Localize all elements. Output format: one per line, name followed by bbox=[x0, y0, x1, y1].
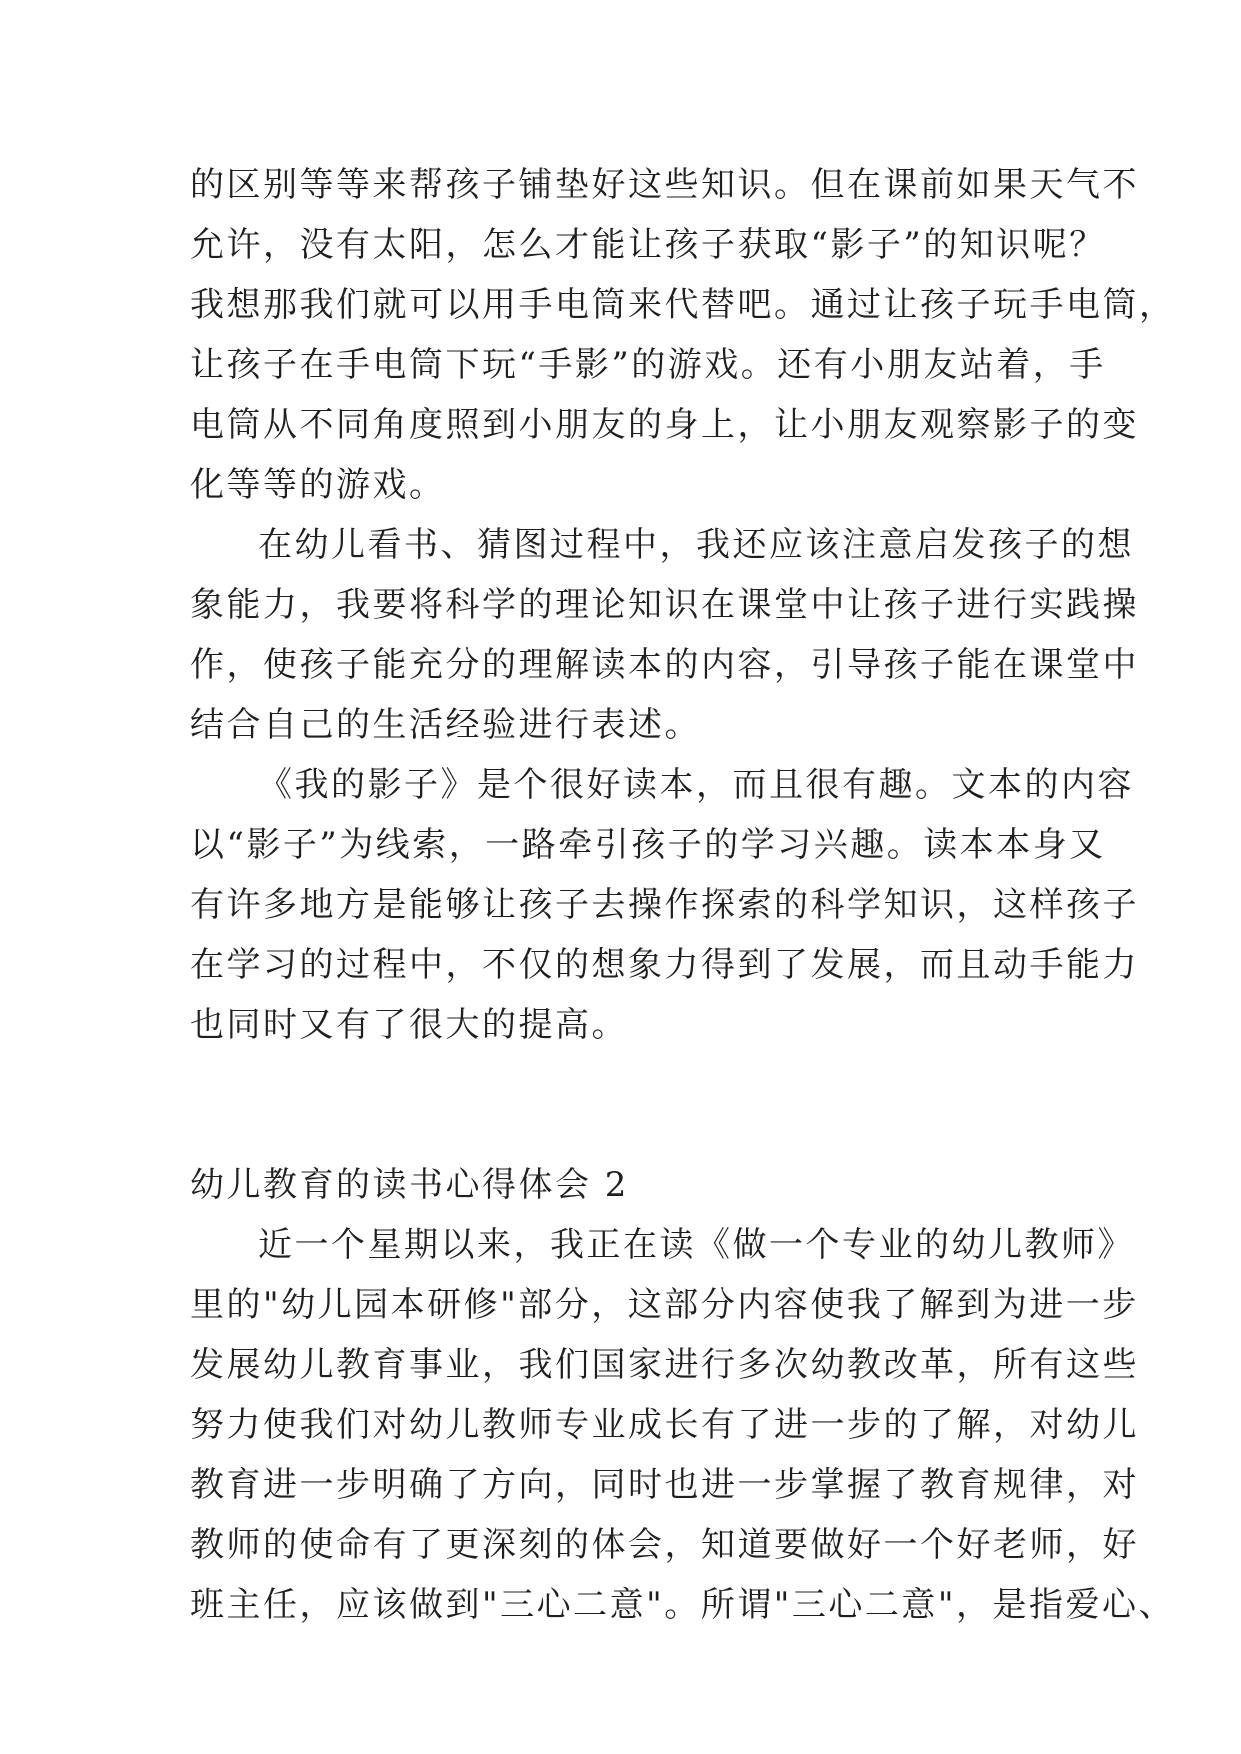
text-line: 在幼儿看书、猜图过程中，我还应该注意启发孩子的想 bbox=[258, 525, 1134, 565]
text-line: 在学习的过程中，不仅的想象力得到了发展，而且动手能力 bbox=[190, 945, 1139, 985]
paragraph bbox=[190, 155, 1176, 515]
text-line: 结合自己的生活经验进行表述。 bbox=[190, 705, 701, 745]
text-line: 有许多地方是能够让孩子去操作探索的科学知识，这样孩子 bbox=[190, 885, 1139, 925]
text-line: 象能力，我要将科学的理论知识在课堂中让孩子进行实践操 bbox=[190, 585, 1139, 625]
text-line: 我想那我们就可以用手电筒来代替吧。通过让孩子玩手电筒， bbox=[190, 285, 1176, 325]
text-line: 允许，没有太阳，怎么才能让孩子获取“影子”的知识呢？ bbox=[190, 225, 1106, 265]
text-line: 里的"幼儿园本研修"部分，这部分内容使我了解到为进一步 bbox=[190, 1285, 1139, 1325]
text-line: 教育进一步明确了方向，同时也进一步掌握了教育规律，对 bbox=[190, 1465, 1139, 1505]
paragraph bbox=[190, 755, 1139, 1055]
text-line: 发展幼儿教育事业，我们国家进行多次幼教改革，所有这些 bbox=[190, 1345, 1139, 1385]
section-heading: 幼儿教育的读书心得体会 2 bbox=[190, 1165, 629, 1205]
text-line: 化等等的游戏。 bbox=[190, 465, 446, 505]
paragraph bbox=[190, 515, 1139, 755]
text-line: 也同时又有了很大的提高。 bbox=[190, 1005, 628, 1045]
paragraph bbox=[190, 1215, 1176, 1635]
text-line: 《我的影子》是个很好读本，而且很有趣。文本的内容 bbox=[258, 765, 1134, 805]
section-spacer bbox=[190, 1055, 1070, 1155]
text-line: 作，使孩子能充分的理解读本的内容，引导孩子能在课堂中 bbox=[190, 645, 1139, 685]
text-line: 的区别等等来帮孩子铺垫好这些知识。但在课前如果天气不 bbox=[190, 165, 1139, 205]
document-body bbox=[190, 155, 1176, 1635]
text-line: 电筒从不同角度照到小朋友的身上，让小朋友观察影子的变 bbox=[190, 405, 1139, 445]
text-line: 让孩子在手电筒下玩“手影”的游戏。还有小朋友站着，手 bbox=[190, 345, 1106, 385]
text-line: 近一个星期以来，我正在读《做一个专业的幼儿教师》 bbox=[258, 1225, 1134, 1265]
text-line: 班主任，应该做到"三心二意"。所谓"三心二意"，是指爱心、 bbox=[190, 1585, 1176, 1625]
text-line: 以“影子”为线索，一路牵引孩子的学习兴趣。读本本身又 bbox=[190, 825, 1106, 865]
text-line: 教师的使命有了更深刻的体会，知道要做好一个好老师，好 bbox=[190, 1525, 1139, 1565]
text-line: 努力使我们对幼儿教师专业成长有了进一步的了解，对幼儿 bbox=[190, 1405, 1139, 1445]
